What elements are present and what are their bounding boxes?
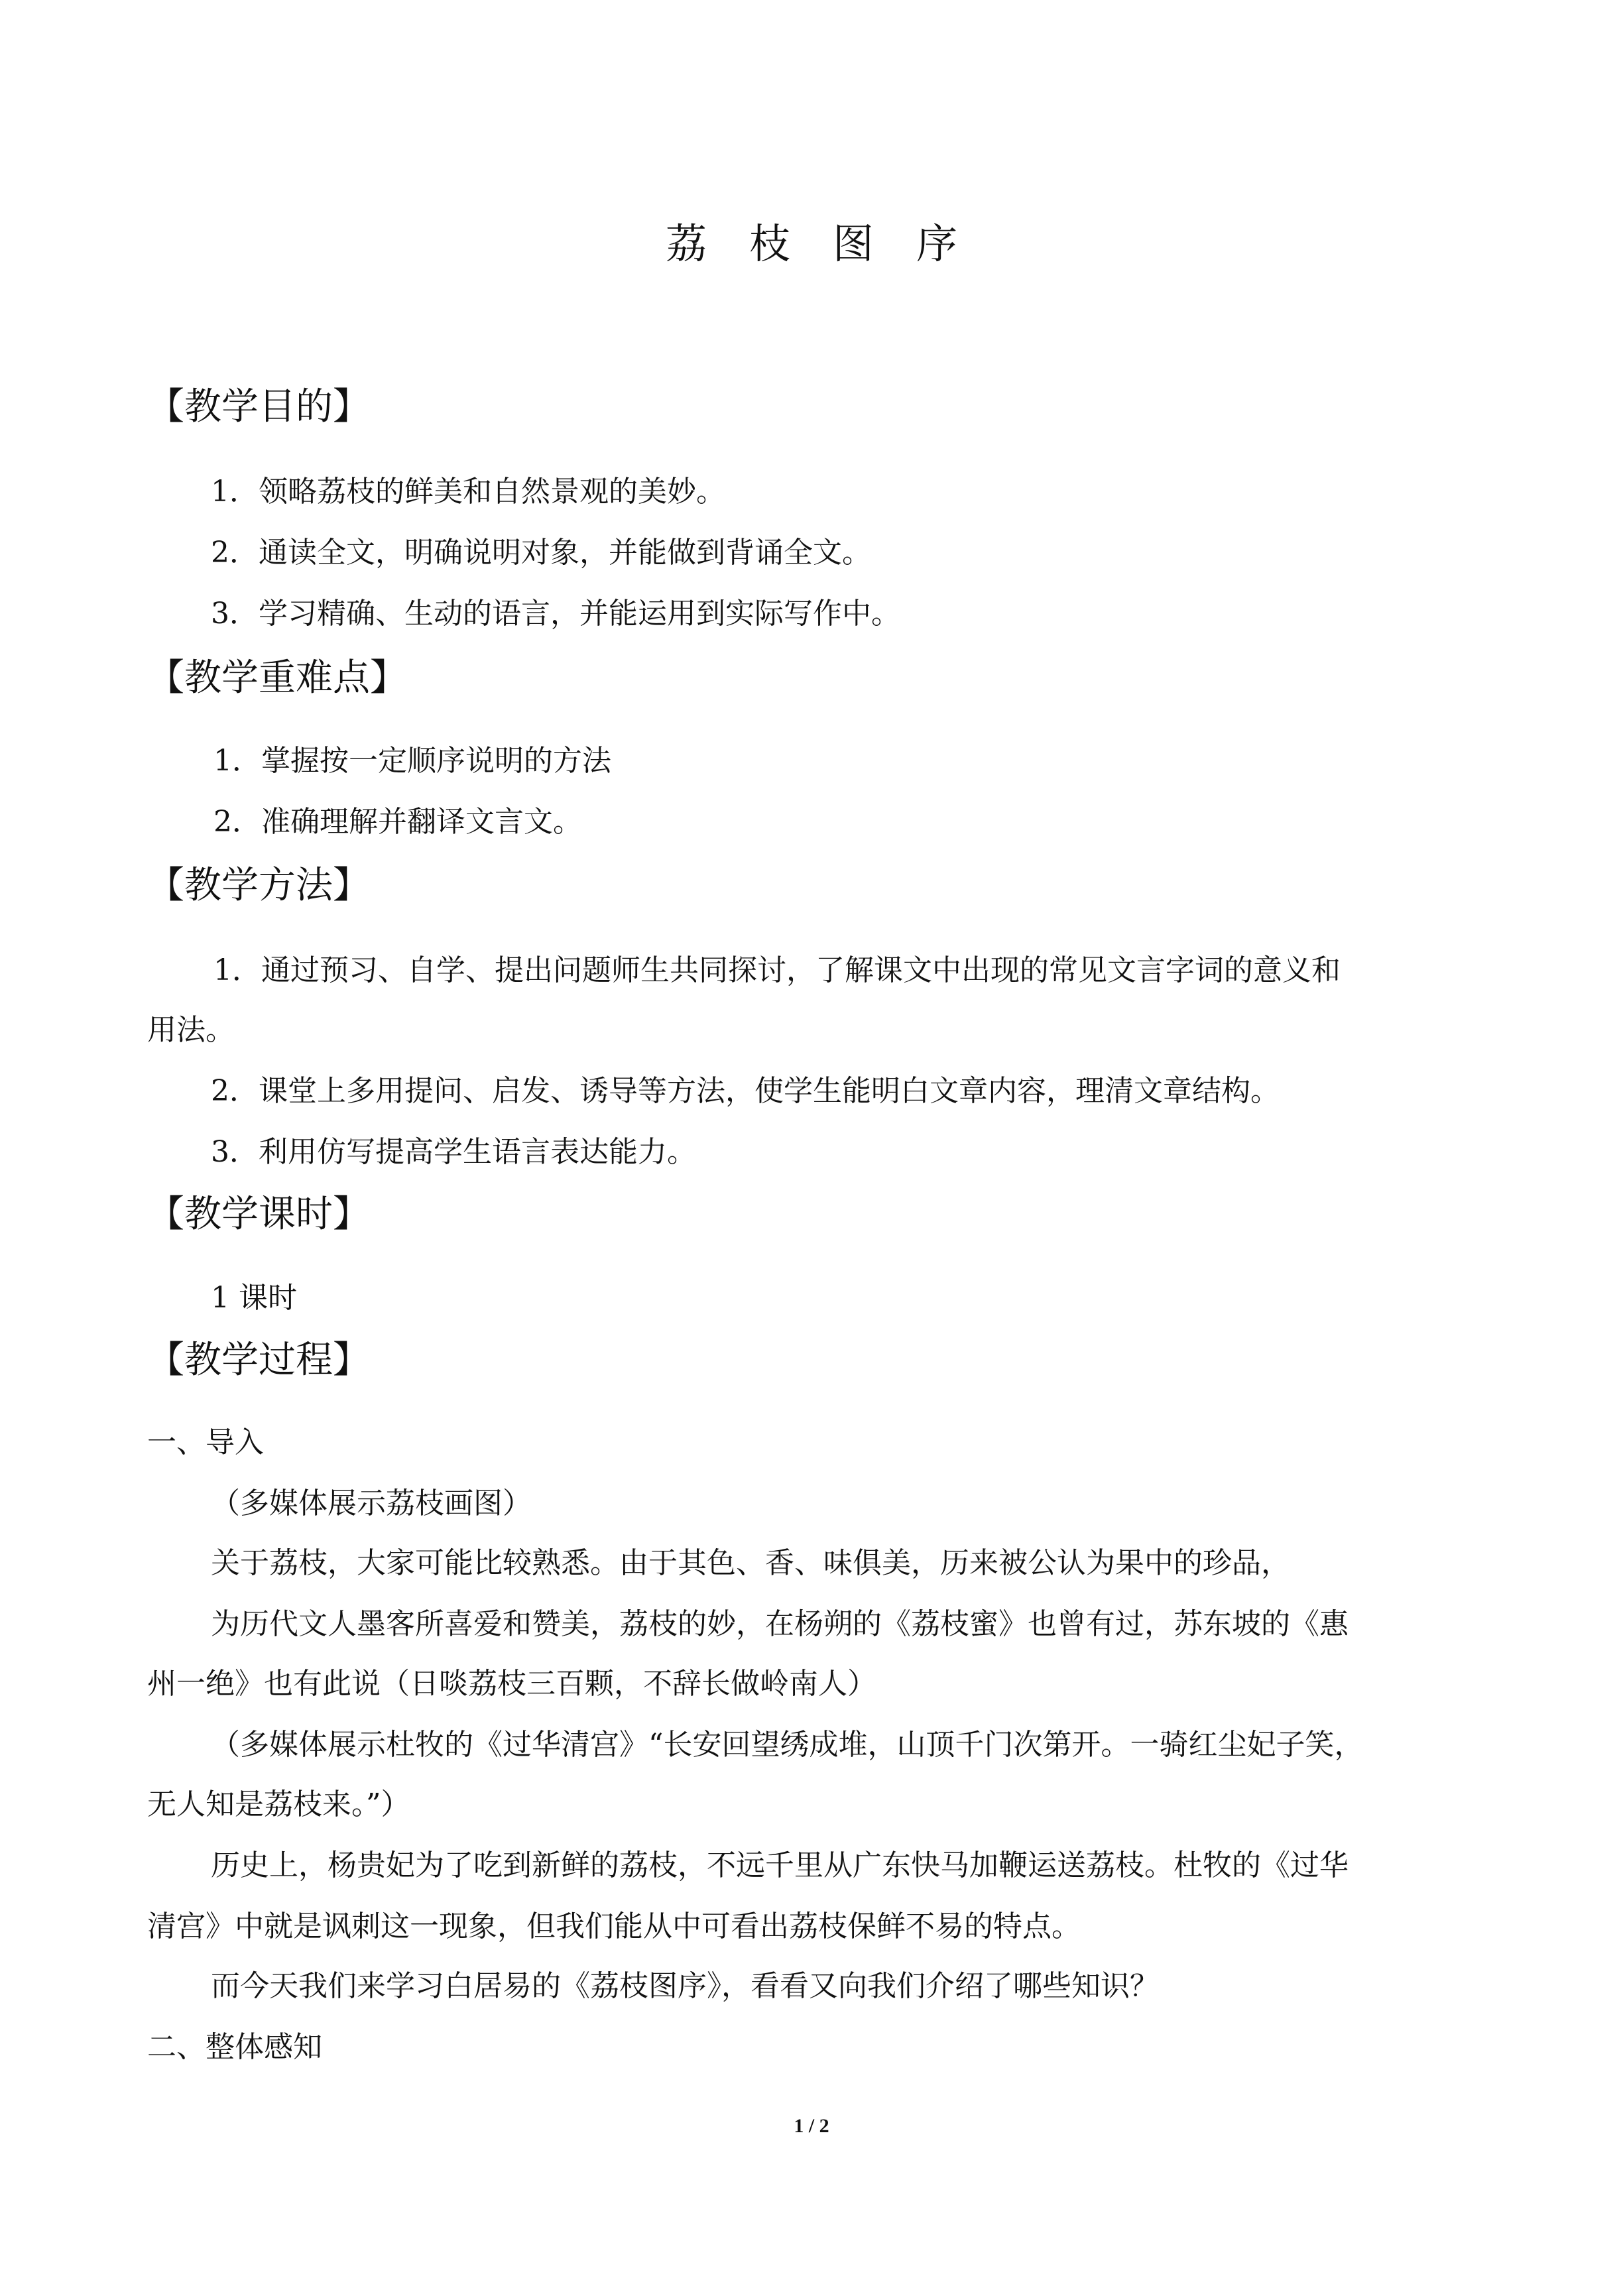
title-char: 荔	[665, 219, 707, 268]
title-char: 枝	[749, 219, 790, 268]
purpose-item-1: 1．领略荔枝的鲜美和自然景观的美妙。	[211, 475, 725, 509]
process-paragraph-4: 而今天我们来学习白居易的《荔枝图序》，看看又向我们介绍了哪些知识？	[211, 1969, 1159, 2003]
heading-hours: 【教学课时】	[147, 1193, 370, 1236]
process-paragraph-3-line-1: 历史上，杨贵妃为了吃到新鲜的荔枝，不远千里从广东快马加鞭运送荔枝。杜牧的《过华	[211, 1848, 1349, 1882]
method-item-1-line-2: 用法。	[147, 1013, 235, 1047]
heading-key-points: 【教学重难点】	[147, 656, 407, 699]
heading-process: 【教学过程】	[147, 1339, 370, 1382]
key-point-item-2: 2．准确理解并翻译文言文。	[213, 805, 582, 839]
process-part-2-title: 二、整体感知	[147, 2030, 322, 2064]
page-number: 1 / 2	[794, 2115, 829, 2137]
title-char: 序	[916, 219, 958, 268]
method-item-2: 2．课堂上多用提问、启发、诱导等方法，使学生能明白文章内容，理清文章结构。	[211, 1074, 1280, 1108]
method-item-1-line-1: 1．通过预习、自学、提出问题师生共同探讨，了解课文中出现的常见文言字词的意义和	[213, 953, 1341, 987]
heading-purpose: 【教学目的】	[147, 385, 370, 428]
process-paragraph-2-line-2: 州一绝》也有此说（日啖荔枝三百颗，不辞长做岭南人）	[147, 1667, 876, 1701]
hours-value: 1 课时	[211, 1281, 297, 1315]
heading-methods: 【教学方法】	[147, 864, 370, 907]
title-char: 图	[833, 219, 874, 268]
process-media-note-2-line-2: 无人知是荔枝来。”）	[147, 1787, 410, 1821]
purpose-item-2: 2．通读全文，明确说明对象，并能做到背诵全文。	[211, 536, 871, 570]
method-item-3: 3．利用仿写提高学生语言表达能力。	[211, 1135, 696, 1169]
process-media-note-2-line-1: （多媒体展示杜牧的《过华清宫》“长安回望绣成堆，山顶千门次第开。一骑红尘妃子笑，	[211, 1728, 1364, 1762]
process-media-note-1: （多媒体展示荔枝画图）	[211, 1486, 532, 1520]
process-paragraph-1: 关于荔枝，大家可能比较熟悉。由于其色、香、味俱美，历来被公认为果中的珍品，	[211, 1546, 1290, 1580]
purpose-item-3: 3．学习精确、生动的语言，并能运用到实际写作中。	[211, 597, 900, 631]
key-point-item-1: 1．掌握按一定顺序说明的方法	[213, 744, 611, 778]
process-paragraph-3-line-2: 清宫》中就是讽刺这一现象，但我们能从中可看出荔枝保鲜不易的特点。	[147, 1909, 1081, 1943]
process-paragraph-2-line-1: 为历代文人墨客所喜爱和赞美，荔枝的妙，在杨朔的《荔枝蜜》也曾有过，苏东坡的《惠	[211, 1607, 1349, 1641]
process-part-1-title: 一、导入	[147, 1425, 264, 1459]
document-title	[0, 211, 1623, 270]
